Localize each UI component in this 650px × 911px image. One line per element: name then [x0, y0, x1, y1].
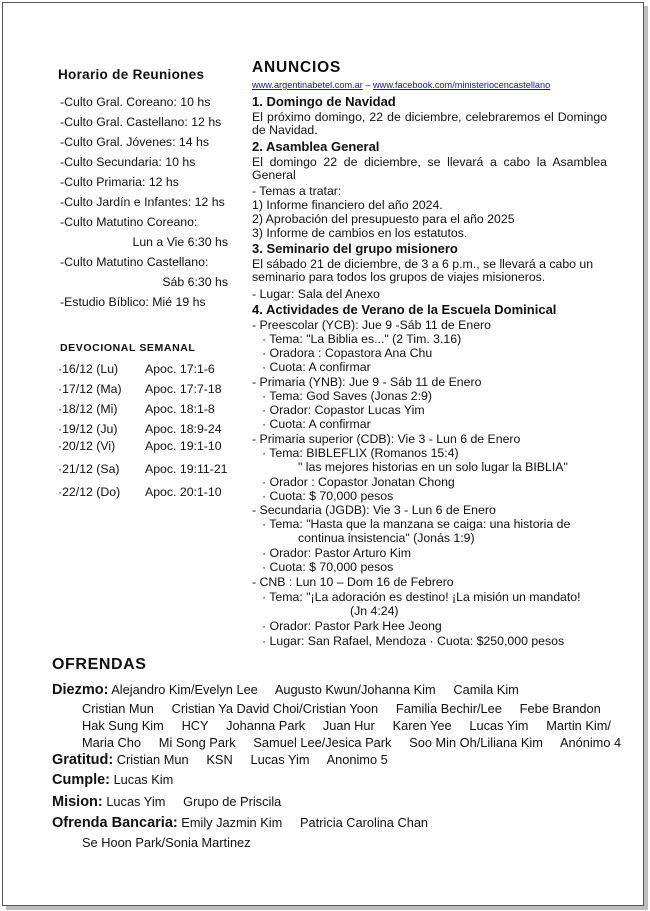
devotional-day: ·17/12 (Ma) — [58, 382, 122, 396]
devotional-ref: Apoc. 19:11-21 — [145, 462, 228, 476]
announcement-text: · Cuota: $ 70,000 pesos — [262, 489, 394, 503]
announcement-text: · Tema: God Saves (Jonas 2:9) — [262, 389, 432, 403]
announcement-text: 2) Aprobación del presupuesto para el año 2025 — [252, 212, 515, 226]
announcement-text: · Tema: "Hasta que la manzana se caiga: una historia de — [262, 517, 571, 531]
devotional-ref: Apoc. 19:1-10 — [145, 439, 222, 453]
announcement-text: - Lugar: Sala del Anexo — [252, 287, 380, 301]
diezmo-names: Cristian Mun Cristian Ya David Choi/Cristian Yoon Familia Bechir/Lee Febe Brandon — [82, 701, 601, 716]
announcement-text: El próximo domingo, 22 de diciembre, celebraremos el Domingo de Navidad. — [252, 110, 607, 137]
announcement-text: · Orador: Pastor Arturo Kim — [262, 546, 411, 560]
announcement-text: · Tema: "¡La adoración es destino! ¡La misión un mandato! — [262, 590, 581, 604]
announcement-heading: 2. Asamblea General — [252, 139, 380, 154]
mision-names: Lucas Yim Grupo de Priscila — [106, 794, 282, 809]
bancaria-label: Ofrenda Bancaria: — [52, 815, 178, 831]
devotional-ref: Apoc. 18:1-8 — [145, 402, 215, 416]
devotional-day: ·20/12 (Vi) — [58, 439, 116, 453]
announcement-text: - CNB : Lun 10 – Dom 16 de Febrero — [252, 575, 454, 589]
announcements-title: ANUNCIOS — [252, 59, 342, 76]
bancaria-names: Se Hoon Park/Sonia Martinez — [82, 835, 251, 850]
bancaria-line — [52, 815, 428, 831]
schedule-item: -Culto Gral. Coreano: 10 hs — [60, 95, 211, 109]
schedule-item: -Estudio Bíblico: Mié 19 hs — [60, 295, 206, 309]
announcement-text: · Cuota: A confirmar — [262, 417, 371, 431]
bancaria-names: Emily Jazmin Kim Patricia Carolina Chan — [181, 815, 429, 830]
cumple-label: Cumple: — [52, 772, 110, 788]
announcement-text: 3) Informe de cambios en los estatutos. — [252, 226, 468, 240]
announcement-text: - Preescolar (YCB): Jue 9 -Sáb 11 de Enero — [252, 318, 491, 332]
announcement-text: · Orador : Copastor Jonatan Chong — [262, 475, 455, 489]
announcement-text: · Orador: Copastor Lucas Yim — [262, 403, 425, 417]
schedule-item-time: Lun a Vie 6:30 hs — [132, 235, 228, 249]
diezmo-names: Maria Cho Mi Song Park Samuel Lee/Jesica Park Soo Min Oh/Liliana Kim Anónimo 4 — [82, 735, 622, 750]
facebook-link[interactable]: www.facebook.com/ministeriocencastellano — [373, 80, 551, 90]
schedule-item: -Culto Matutino Castellano: — [60, 255, 209, 269]
devotional-day: ·22/12 (Do) — [58, 485, 121, 499]
schedule-title: Horario de Reuniones — [58, 67, 205, 82]
schedule-item-time: Sáb 6:30 hs — [162, 275, 228, 289]
announcement-text: · Oradora : Copastora Ana Chu — [262, 346, 433, 360]
gratitud-label: Gratitud: — [52, 752, 114, 768]
diezmo-label: Diezmo: — [52, 682, 109, 698]
schedule-item: -Culto Matutino Coreano: — [60, 215, 198, 229]
devotional-day: ·16/12 (Lu) — [58, 362, 119, 376]
announcement-text: continua insistencia" (Jonás 1:9) — [298, 531, 475, 545]
cumple-line — [52, 772, 173, 788]
link-separator: – — [362, 80, 374, 90]
mision-line — [52, 794, 281, 810]
devotional-title: DEVOCIONAL SEMANAL — [60, 342, 196, 354]
schedule-item: -Culto Primaria: 12 hs — [60, 175, 179, 189]
gratitud-names: Cristian Mun KSN Lucas Yim Anonimo 5 — [116, 752, 388, 767]
diezmo-names: Hak Sung Kim HCY Johanna Park Juan Hur Karen Yee Lucas Yim Martin Kim/ — [82, 718, 611, 733]
cumple-names: Lucas Kim — [113, 772, 174, 787]
announcement-text: · Cuota: $ 70,000 pesos — [262, 560, 394, 574]
links-line — [252, 80, 550, 90]
devotional-day: ·18/12 (Mi) — [58, 402, 118, 416]
diezmo-line — [52, 682, 519, 698]
schedule-item: -Culto Gral. Castellano: 12 hs — [60, 115, 222, 129]
gratitud-line — [52, 752, 388, 768]
schedule-item: -Culto Gral. Jóvenes: 14 hs — [60, 135, 209, 149]
announcement-text: · Orador: Pastor Park Hee Jeong — [262, 619, 442, 633]
announcement-text: " las mejores historias en un solo lugar la BIBLIA" — [298, 460, 568, 474]
devotional-ref: Apoc. 17:1-6 — [145, 362, 215, 376]
announcement-heading: 3. Seminario del grupo misionero — [252, 241, 458, 256]
announcement-text: - Primaria superior (CDB): Vie 3 - Lun 6 de Enero — [252, 432, 521, 446]
announcement-text: - Primaria (YNB): Jue 9 - Sáb 11 de Enero — [252, 375, 482, 389]
announcement-text: · Tema: "La Biblia es..." (2 Tim. 3.16) — [262, 332, 462, 346]
mision-label: Mision: — [52, 794, 103, 810]
announcement-text: 1) Informe financiero del año 2024. — [252, 198, 443, 212]
announcement-text: El domingo 22 de diciembre, se llevará a cabo la Asamblea General — [252, 155, 607, 182]
website-link[interactable]: www.argentinabetel.com.ar — [252, 80, 363, 90]
announcement-text: (Jn 4:24) — [350, 604, 399, 618]
announcement-heading: 4. Actividades de Verano de la Escuela Dominical — [252, 302, 557, 317]
schedule-item: -Culto Jardín e Infantes: 12 hs — [60, 195, 225, 209]
diezmo-names: Alejandro Kim/Evelyn Lee Augusto Kwun/Johanna Kim Camila Kim — [111, 682, 519, 697]
schedule-item: -Culto Secundaria: 10 hs — [60, 155, 196, 169]
announcement-text: · Lugar: San Rafael, Mendoza · Cuota: $250,000 pesos — [262, 634, 565, 648]
announcement-text: El sábado 21 de diciembre, de 3 a 6 p.m., se llevará a cabo un seminario para todos los grupos de viajes misioneros. — [252, 257, 594, 284]
announcement-text: · Cuota: A confirmar — [262, 360, 371, 374]
devotional-day: ·19/12 (Ju) — [58, 422, 118, 436]
announcement-heading: 1. Domingo de Navidad — [252, 94, 396, 109]
announcement-text: · Tema: BIBLEFLIX (Romanos 15:4) — [262, 446, 459, 460]
announcement-text: - Temas a tratar: — [252, 184, 342, 198]
offerings-title: OFRENDAS — [52, 656, 147, 673]
devotional-ref: Apoc. 20:1-10 — [145, 485, 222, 499]
announcement-text: - Secundaria (JGDB): Vie 3 - Lun 6 de Enero — [252, 503, 496, 517]
devotional-ref: Apoc. 18:9-24 — [145, 422, 222, 436]
devotional-day: ·21/12 (Sa) — [58, 462, 120, 476]
devotional-ref: Apoc. 17:7-18 — [145, 382, 222, 396]
